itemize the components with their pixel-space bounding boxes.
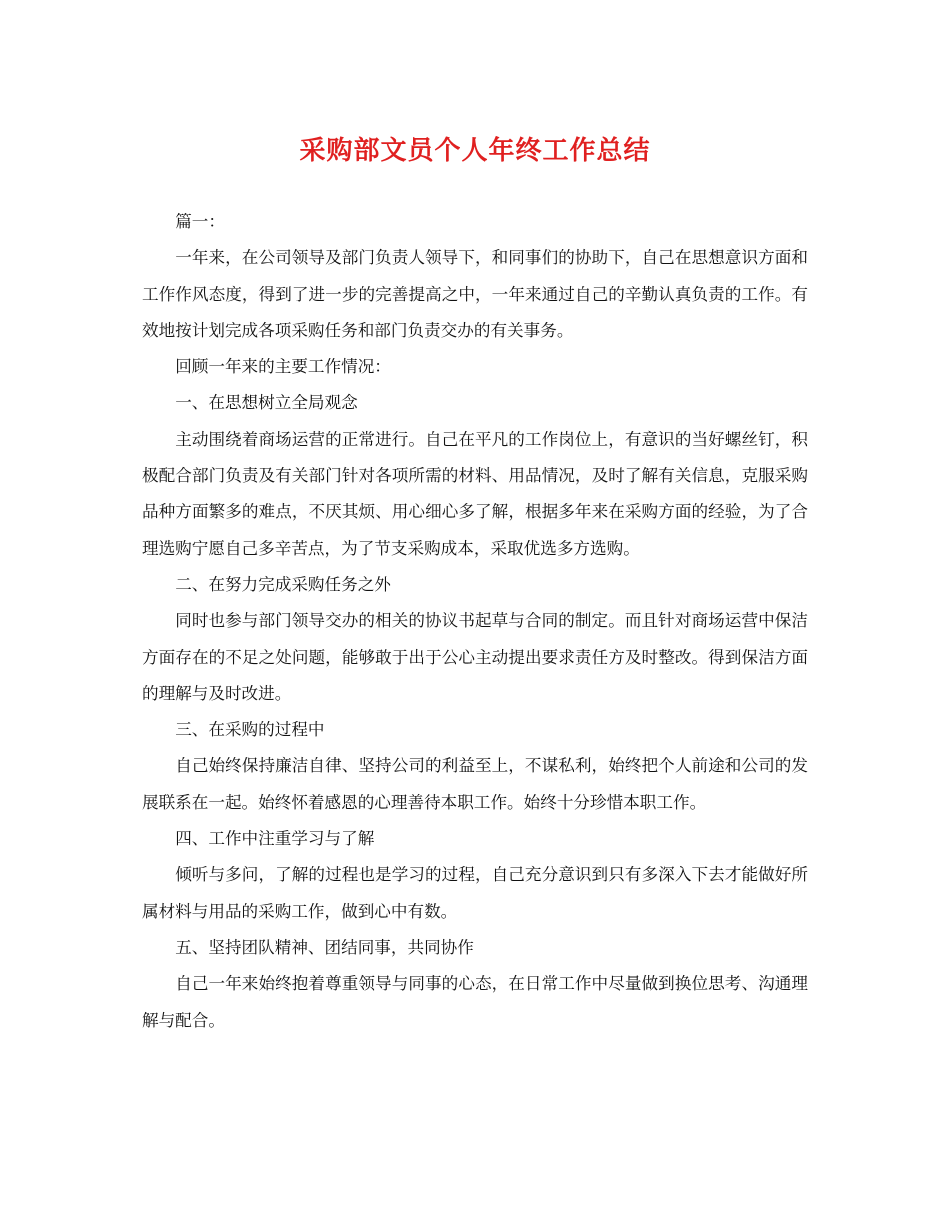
section-heading: 一、在思想树立全局观念 [175,393,358,413]
paragraph: 回顾一年来的主要工作情况： [175,357,391,377]
paragraph: 同时也参与部门领导交办的相关的协议书起草与合同的制定。而且针对商场运营中保洁方面存在的不足之处问题，能够敢于出于公心主动提出要求责任方及时整改。得到保洁方面的理解与及时改进。 [142,611,808,703]
paragraph: 自己始终保持廉洁自律、坚持公司的利益至上，不谋私利，始终把个人前途和公司的发展联系在一起。始终怀着感恩的心理善待本职工作。始终十分珍惜本职工作。 [142,756,808,812]
section-heading: 五、坚持团队精神、团结同事，共同协作 [175,937,474,957]
section-heading: 三、在采购的过程中 [175,720,325,740]
document-title: 采购部文员个人年终工作总结 [299,136,651,166]
document-body [142,204,808,1039]
section-heading: 四、工作中注重学习与了解 [175,829,375,849]
paragraph: 自己一年来始终抱着尊重领导与同事的心态，在日常工作中尽量做到换位思考、沟通理解与配合。 [142,974,808,1030]
section-heading: 二、在努力完成采购任务之外 [175,574,391,594]
section-heading: 篇一： [175,212,225,231]
paragraph: 一年来，在公司领导及部门负责人领导下，和同事们的协助下，自己在思想意识方面和工作作风态度，得到了进一步的完善提高之中，一年来通过自己的辛勤认真负责的工作。有效地按计划完成各项采购任务和部门负责交办的有关事务。 [142,248,808,340]
paragraph: 倾听与多问，了解的过程也是学习的过程，自己充分意识到只有多深入下去才能做好所属材料与用品的采购工作，做到心中有数。 [142,865,808,921]
paragraph: 主动围绕着商场运营的正常进行。自己在平凡的工作岗位上，有意识的当好螺丝钉，积极配合部门负责及有关部门针对各项所需的材料、用品情况，及时了解有关信息，克服采购品种方面繁多的难点，不厌其烦、用心细心多了解，根据多年来在采购方面的经验，为了合理选购宁愿自己多辛苦点，为了节支采购成本，采取优选多方选购。 [142,429,808,558]
